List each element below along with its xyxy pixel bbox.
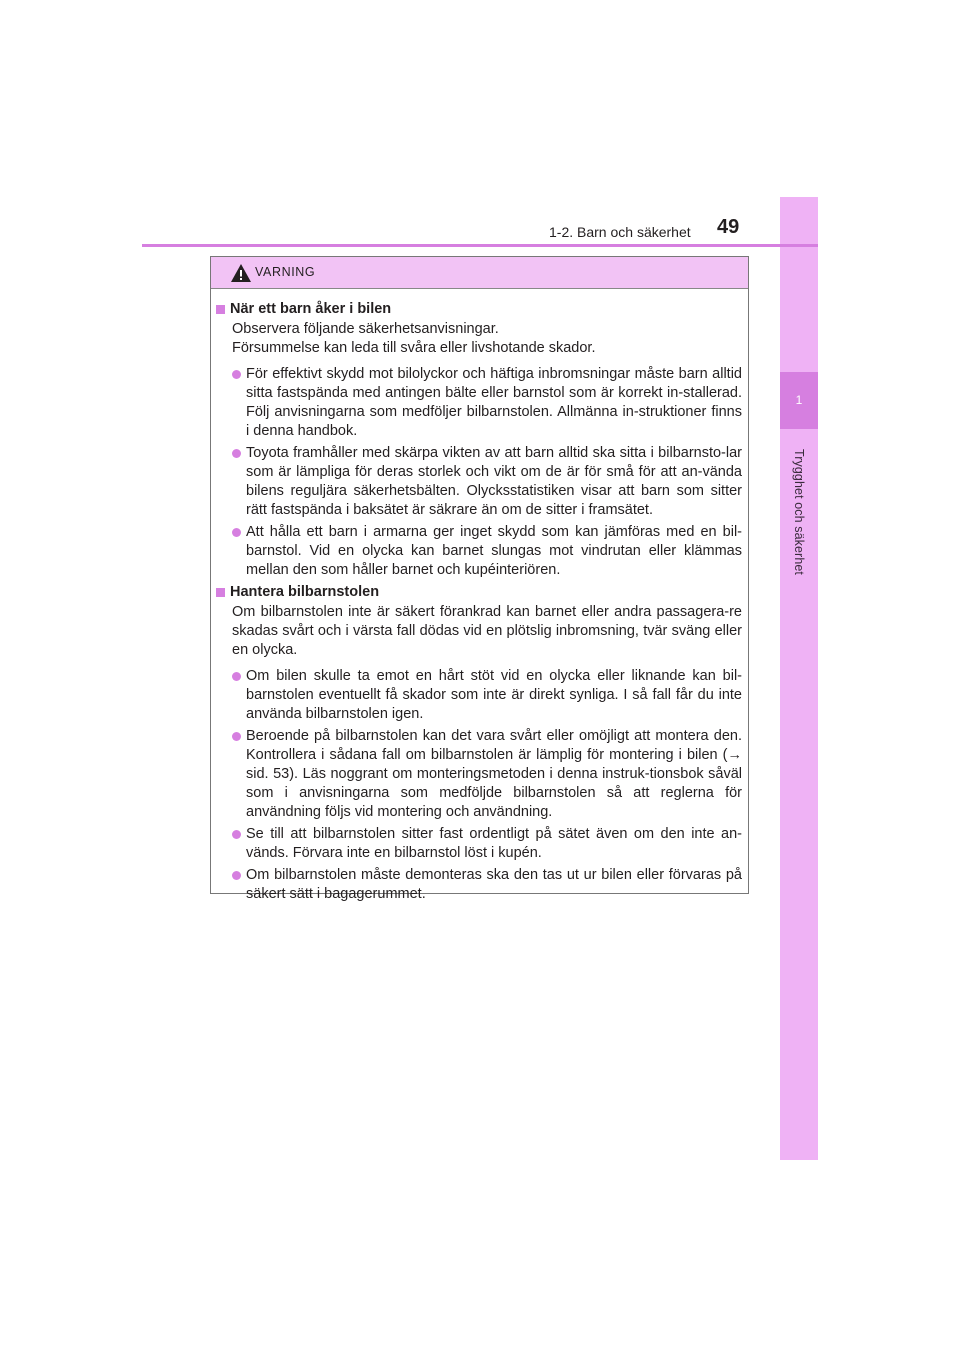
- section-intro: Observera följande säkerhetsanvisningar. Försummelse kan leda till svåra eller livshotande skador.: [232, 321, 596, 356]
- section-title: 1-2. Barn och säkerhet: [549, 224, 691, 240]
- list-item: [232, 727, 742, 822]
- warning-title: VARNING: [255, 265, 316, 279]
- header-rule: [142, 244, 818, 247]
- warning-triangle-icon: [230, 263, 252, 283]
- round-bullet-icon: [232, 871, 241, 880]
- list-item-text: Att hålla ett barn i armarna ger inget skydd som kan jämföras med en bil-barnstol. Vid en olycka kan barnet slungas mot vindrutan eller klämmas mellan den som håller barnet och kupéinteriören.: [246, 524, 742, 578]
- list-item: [232, 866, 742, 904]
- round-bullet-icon: [232, 672, 241, 681]
- section-heading: [216, 300, 742, 319]
- side-tab-strip: [780, 197, 818, 1160]
- round-bullet-icon: [232, 370, 241, 379]
- list-item: [232, 365, 742, 441]
- round-bullet-icon: [232, 449, 241, 458]
- warning-body: [211, 289, 748, 904]
- square-bullet-icon: [216, 588, 225, 597]
- section-intro: Om bilbarnstolen inte är säkert förankrad kan barnet eller andra passagera-re skadas svårt och i värsta fall dödas vid en plötslig inbromsning, tvär sväng eller en olycka.: [232, 604, 742, 658]
- list-item: [232, 523, 742, 580]
- square-bullet-icon: [216, 305, 225, 314]
- warning-box: [210, 256, 749, 902]
- round-bullet-icon: [232, 528, 241, 537]
- list-item-text: För effektivt skydd mot bilolyckor och häftiga inbromsningar måste barn alltid sitta fastspända med antingen bälte eller barnstol som är korrekt in-stallerad. Följ anvisningarna som medföljer bilbarnstolen. Allmänna in-struktioner finns i denna handbok.: [246, 366, 742, 439]
- page-number: 49: [717, 216, 740, 238]
- warning-header: [211, 257, 748, 289]
- list-item: [232, 825, 742, 863]
- chapter-number-tab: 1: [780, 372, 818, 429]
- chapter-label: Trygghet och säkerhet: [792, 448, 806, 576]
- list-item-text: Toyota framhåller med skärpa vikten av att barn alltid ska sitta i bilbarnsto-lar som är lämpliga för deras storlek och vikt om de är för små för att an-vända bilens reguljära säkerhetsbälten. Olycksstatistiken visar att barn som sitter rätt fastspända i baksätet är säkrare än om de sitter i framsätet.: [246, 445, 742, 518]
- section-heading-text: När ett barn åker i bilen: [230, 301, 392, 317]
- list-item: [232, 667, 742, 724]
- list-item: [232, 444, 742, 520]
- list-item-text: Om bilbarnstolen måste demonteras ska den tas ut ur bilen eller förvaras på säkert sätt i bagagerummet.: [246, 867, 742, 902]
- section-heading: [216, 583, 742, 602]
- round-bullet-icon: [232, 830, 241, 839]
- list-item-text: Beroende på bilbarnstolen kan det vara svårt eller omöjligt att montera den. Kontrollera i sådana fall om bilbarnstolen är lämplig för montering i bilen (→ sid. 53). Läs noggrant om monteringsmetoden i denna instruk-tionsbok såväl som i anvisningarna som medföljde bilbarnstolen så att reglerna för användning följs vid montering och användning.: [246, 728, 742, 820]
- list-item-text: Se till att bilbarnstolen sitter fast ordentligt på sätet även om den inte an-vänds. Förvara inte en bilbarnstol löst i kupén.: [246, 826, 742, 861]
- list-item-text: Om bilen skulle ta emot en hårt stöt vid en olycka eller liknande kan bil-barnstolen eventuellt få skador som inte är direkt synliga. I så fall får du inte använda bilbarnstolen igen.: [246, 668, 742, 722]
- round-bullet-icon: [232, 732, 241, 741]
- section-heading-text: Hantera bilbarnstolen: [230, 584, 380, 600]
